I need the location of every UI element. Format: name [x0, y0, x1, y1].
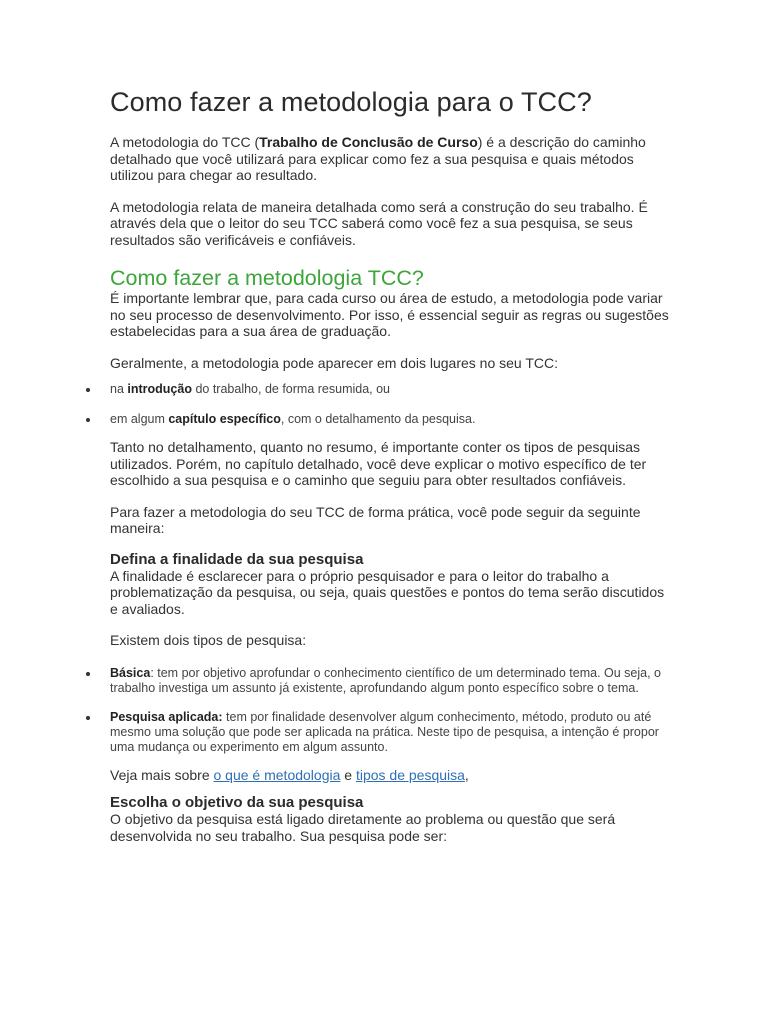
section1-paragraph-2: Geralmente, a metodologia pode aparecer em dois lugares no seu TCC: [110, 354, 558, 371]
section2-paragraph-1: A finalidade é esclarecer para o próprio pesquisador e para o leitor do trabalho a problematização da pesquisa, ou seja, quais questões e pontos do tema serão discutidos e avaliados. [110, 567, 665, 617]
section1-paragraph-4: Para fazer a metodologia do seu TCC de forma prática, você pode seguir da seguinte maneira: [110, 503, 641, 536]
see-more-line: Veja mais sobre o que é metodologia e tipos de pesquisa, [110, 766, 469, 783]
intro-paragraph-1: A metodologia do TCC (Trabalho de Conclusão de Curso) é a descrição do caminho detalhado que você utilizará para explicar como fez a sua pesquisa e quais métodos utilizou para chegar ao resultado. [110, 134, 646, 183]
bullet-icon [86, 388, 90, 392]
list-item: Pesquisa aplicada: tem por finalidade desenvolver algum conhecimento, método, produto ou até mesmo uma solução que pode ser aplicada na prática. Neste tipo de pesquisa, a intenção é propor uma mudança ou experimento em algum assunto. [110, 710, 675, 755]
section1-paragraph-3: Tanto no detalhamento, quanto no resumo, é importante conter os tipos de pesquisas utilizados. Porém, no capítulo detalhado, você deve explicar o motivo específico de ter escolhido a sua pesquisa e o caminho que seguiu para obter resultados confiáveis. [110, 439, 647, 488]
section3-paragraph-1: O objetivo da pesquisa está ligado diretamente ao problema ou questão que será desenvolvida no seu trabalho. Sua pesquisa pode ser: [110, 811, 616, 844]
list-item: na introdução do trabalho, de forma resumida, ou [110, 382, 675, 397]
research-types-list [110, 666, 675, 755]
list-item: Básica: tem por objetivo aprofundar o conhecimento científico de um determinado tema. Ou seja, o trabalho investiga um assunto já existente, aprofundando algum ponto específico sobre o tema. [110, 666, 675, 696]
section1-paragraph-1: É importante lembrar que, para cada curso ou área de estudo, a metodologia pode variar no seu processo de desenvolvimento. Por isso, é essencial seguir as regras ou sugestões estabelecidas para a sua área de graduação. [110, 290, 669, 339]
tcc-meaning: Trabalho de Conclusão de Curso [259, 134, 478, 150]
section-heading-como-fazer: Como fazer a metodologia TCC? [110, 266, 424, 290]
bullet-icon [86, 716, 90, 720]
link-o-que-e-metodologia[interactable]: o que é metodologia [213, 766, 341, 783]
methodology-location-list [110, 382, 675, 427]
link-tipos-de-pesquisa[interactable]: tipos de pesquisa [355, 766, 465, 783]
bullet-icon [86, 418, 90, 422]
intro-paragraph-2: A metodologia relata de maneira detalhada como será a construção do seu trabalho. É através dela que o leitor do seu TCC saberá como você fez a sua pesquisa, se seus resultados são verificáveis e confiáveis. [110, 198, 648, 248]
article-content [110, 84, 675, 844]
list-item: em algum capítulo específico, com o detalhamento da pesquisa. [110, 412, 675, 427]
bullet-icon [86, 672, 90, 676]
page-title: Como fazer a metodologia para o TCC? [110, 87, 592, 117]
section2-paragraph-2: Existem dois tipos de pesquisa: [110, 632, 307, 648]
section-heading-finalidade: Defina a finalidade da sua pesquisa [110, 550, 364, 568]
section-heading-objetivo: Escolha o objetivo da sua pesquisa [110, 794, 364, 811]
